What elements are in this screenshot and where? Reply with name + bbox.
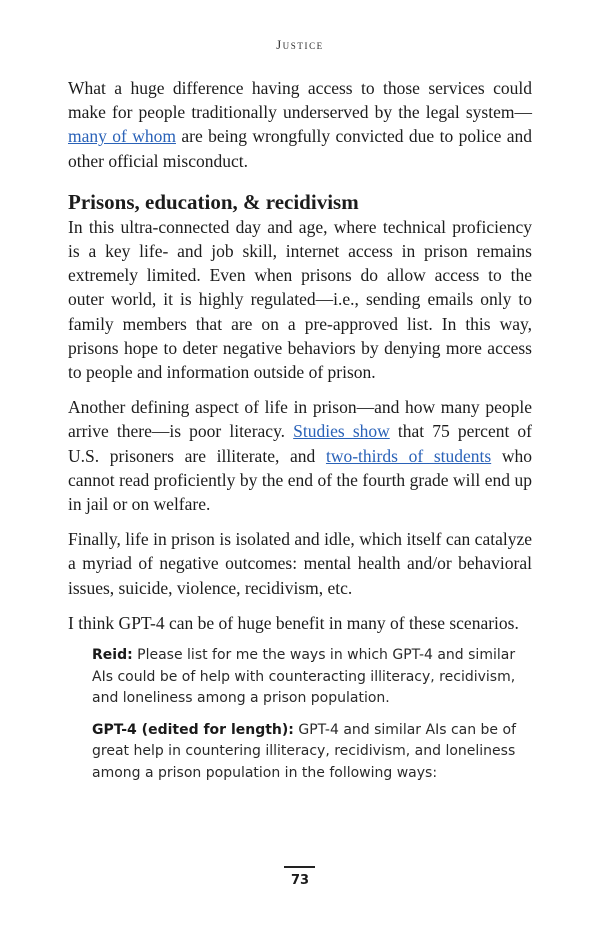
link-two-thirds-of-students[interactable]: two-thirds of students (325, 445, 492, 466)
reid-speaker-label: Reid: (92, 647, 133, 664)
reid-prompt-text: Please list for me the ways in which GPT-4 and similar AIs could be of help with counteracting illiteracy, recidivism, and loneliness among a prison population. (92, 647, 516, 707)
page-number: 73 (290, 873, 310, 888)
gpt4-response-text: GPT-4 and similar AIs can be of great help in countering illiteracy, recidivism, and loneliness among a prison population in the following ways: (92, 721, 516, 781)
section-heading: Prisons, education, & recidivism (68, 189, 359, 214)
link-many-of-whom[interactable]: many of whom (68, 126, 176, 147)
paragraph-text: that 75 percent of U.S. prisoners are illiterate, and (68, 421, 533, 466)
reid-prompt (92, 645, 532, 710)
paragraph-text: are being wrongfully convicted due to police and other official misconduct. (68, 126, 532, 171)
gpt4-response (92, 720, 532, 785)
paragraph-literacy (68, 395, 532, 516)
paragraph-internet-access: In this ultra-connected day and age, where technical proficiency is a key life- and job skill, internet access in prison remains extremely limited. Even when prisons do allow access to the outer world, it is highly regulated—i.e., sending emails only to family members that are on a pre-approved list. In this way, prisons hope to deter negative behaviors by denying more access to people and information outside of prison. (68, 216, 532, 383)
paragraph-text: What a huge difference having access to those services could make for people traditionally underserved by the legal system— (68, 78, 532, 123)
paragraph-legal-services (68, 76, 532, 173)
paragraph-text: who cannot read proficiently by the end of the fourth grade will end up in jail or on welfare. (68, 445, 532, 515)
page-body (68, 76, 532, 784)
chat-excerpt (92, 645, 532, 784)
paragraph-text: Another defining aspect of life in prison—and how many people arrive there—is poor literacy. (68, 397, 532, 442)
paragraph-isolation: Finally, life in prison is isolated and idle, which itself can catalyze a myriad of negative outcomes: mental health and/or behavioral issues, suicide, violence, recidivism, etc. (68, 529, 532, 598)
paragraph-gpt4-benefit: I think GPT-4 can be of huge benefit in many of these scenarios. (68, 612, 519, 633)
footer-rule (284, 866, 315, 868)
link-studies-show[interactable]: Studies show (293, 421, 390, 442)
running-header: Justice (276, 38, 324, 52)
gpt4-speaker-label: GPT-4 (edited for length): (92, 721, 294, 738)
